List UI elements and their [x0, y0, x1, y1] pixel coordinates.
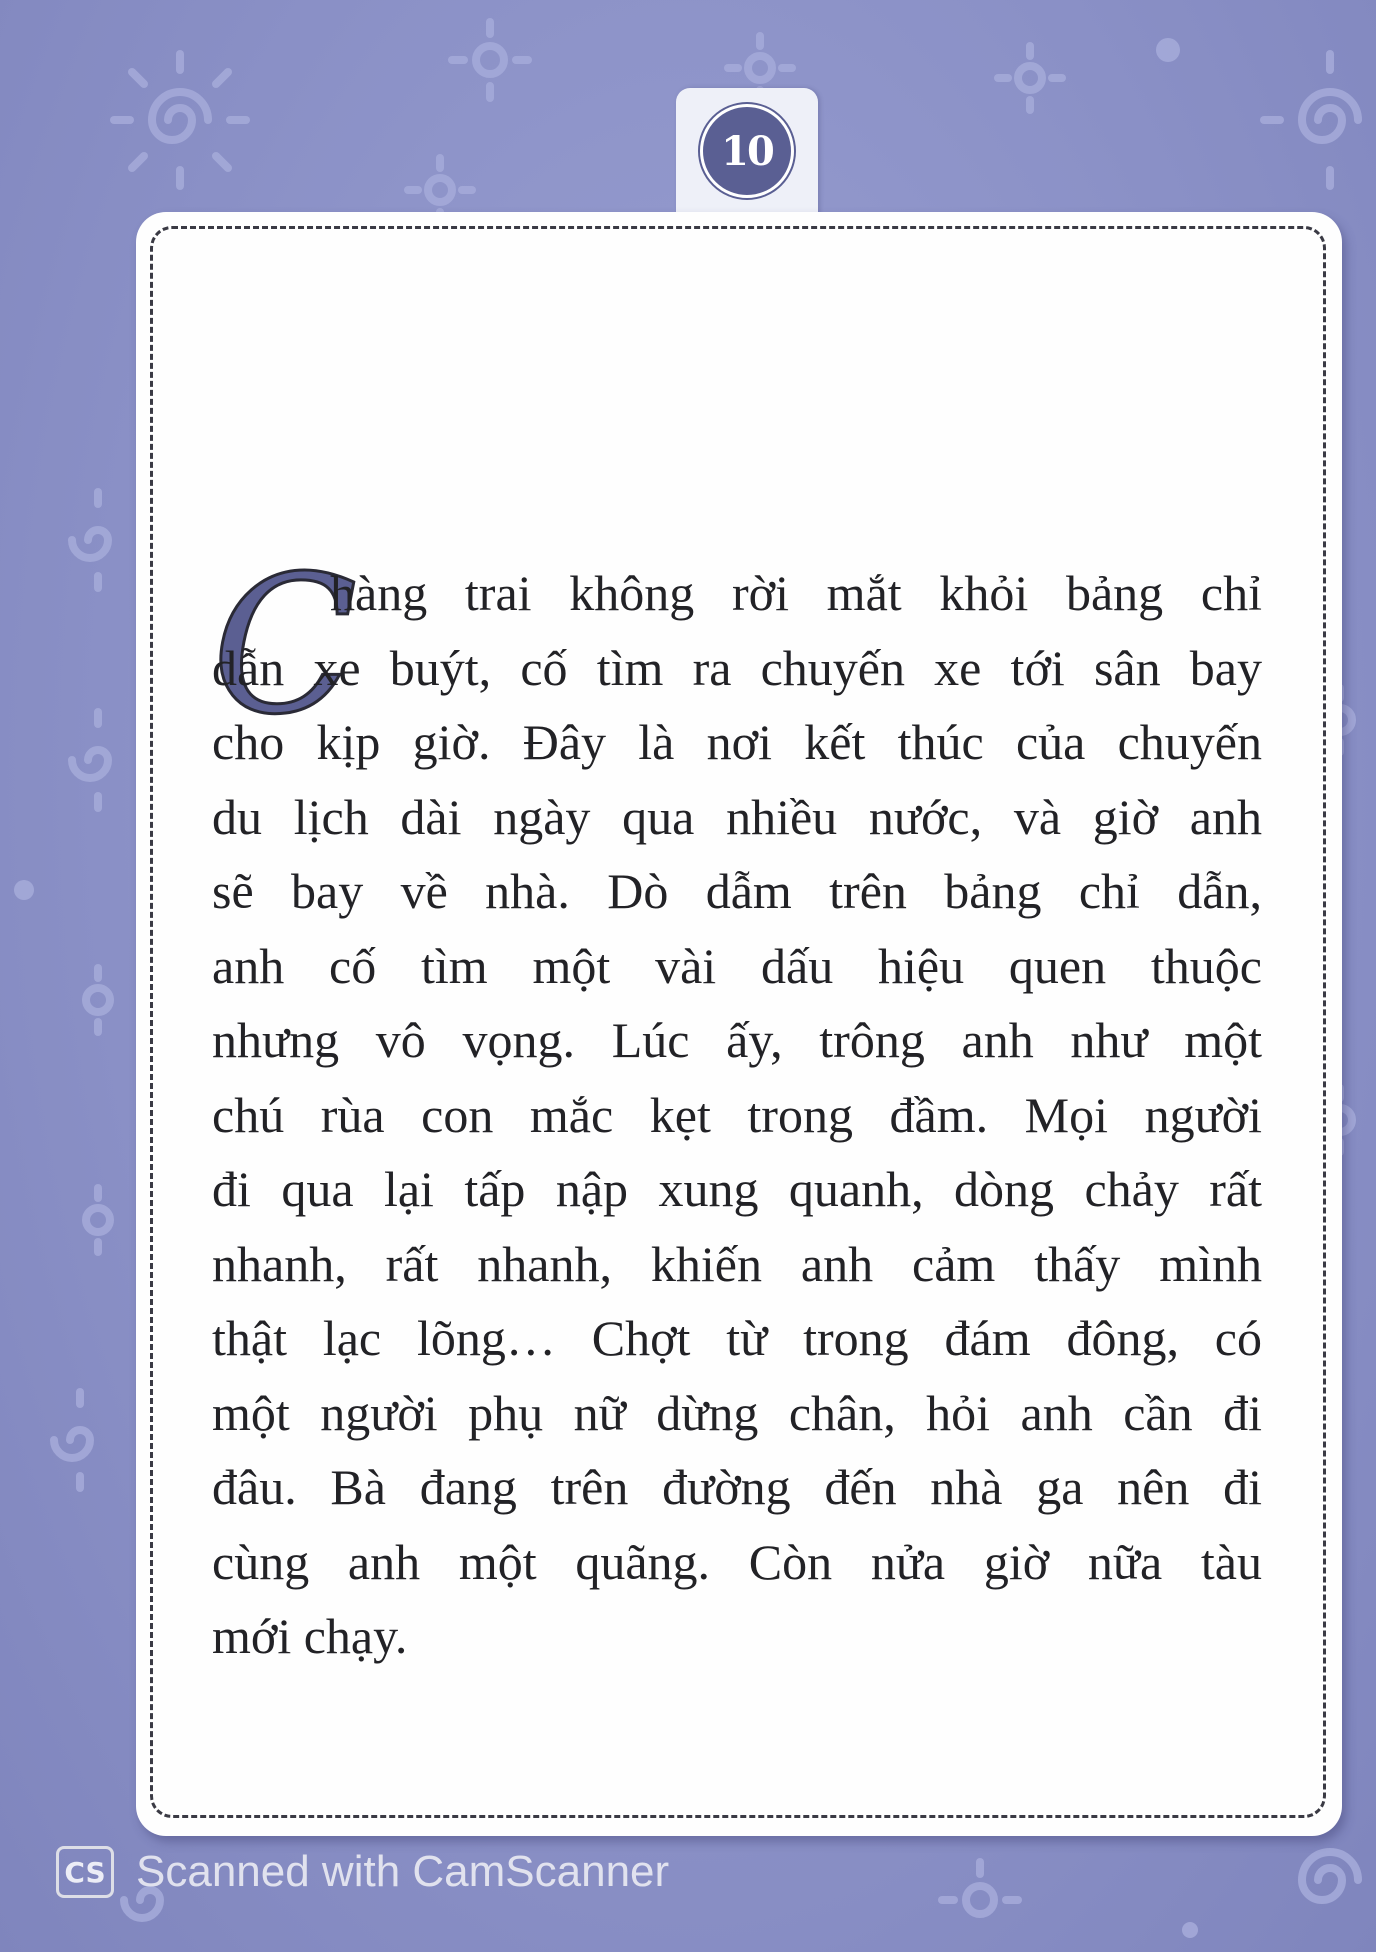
story-line: du lịch dài ngày qua nhiều nước, và giờ anh — [212, 788, 1262, 845]
sun-icon — [998, 46, 1062, 110]
story-text — [212, 535, 1262, 1674]
sun-icon — [942, 1862, 1018, 1914]
sun-icon — [452, 22, 528, 98]
dot-decoration — [14, 880, 34, 900]
story-line: mới chạy. — [212, 1608, 408, 1664]
story-line: chú rùa con mắc kẹt trong đầm. Mọi người — [212, 1086, 1262, 1143]
dot-decoration — [1156, 38, 1180, 62]
sun-icon — [54, 1392, 90, 1488]
sun-icon — [72, 492, 108, 588]
sun-icon — [1302, 1852, 1358, 1900]
sun-icon — [86, 1188, 110, 1252]
story-line: cho kịp giờ. Đây là nơi kết thúc của chuyến — [212, 714, 1262, 770]
dot-decoration — [1182, 1922, 1198, 1938]
drop-cap-letter: C — [212, 535, 358, 756]
sun-icon — [114, 54, 246, 186]
story-line: anh cố tìm một vài dấu hiệu quen thuộc — [212, 937, 1262, 994]
story-line: nhưng vô vọng. Lúc ấy, trông anh như một — [212, 1012, 1262, 1068]
sun-icon — [1264, 54, 1358, 186]
page-number: 10 — [721, 127, 773, 175]
page-number-badge — [700, 104, 794, 198]
story-line: nhanh, rất nhanh, khiến anh cảm thấy mình — [212, 1235, 1262, 1292]
story-line: cùng anh một quãng. Còn nửa giờ nữa tàu — [212, 1533, 1262, 1590]
sun-icon — [86, 968, 110, 1032]
story-line: sẽ bay về nhà. Dò dẫm trên bảng chỉ dẫn, — [212, 863, 1262, 919]
story-line: đi qua lại tấp nập xung quanh, dòng chảy rất — [212, 1161, 1262, 1217]
sun-icon — [72, 712, 108, 808]
story-line: dẫn xe buýt, cố tìm ra chuyến xe tới sân bay — [212, 639, 1262, 696]
camscanner-logo-icon — [56, 1846, 114, 1898]
story-line: một người phụ nữ dừng chân, hỏi anh cần đi — [212, 1384, 1262, 1441]
camscanner-watermark: Scanned with CamScanner — [136, 1847, 670, 1896]
story-line: hàng trai không rời mắt khỏi bảng chỉ — [330, 565, 1262, 621]
story-line: đâu. Bà đang trên đường đến nhà ga nên đi — [212, 1459, 1262, 1515]
story-line: thật lạc lõng… Chợt từ trong đám đông, có — [212, 1310, 1262, 1366]
camscanner-logo-text: CS — [64, 1855, 106, 1889]
